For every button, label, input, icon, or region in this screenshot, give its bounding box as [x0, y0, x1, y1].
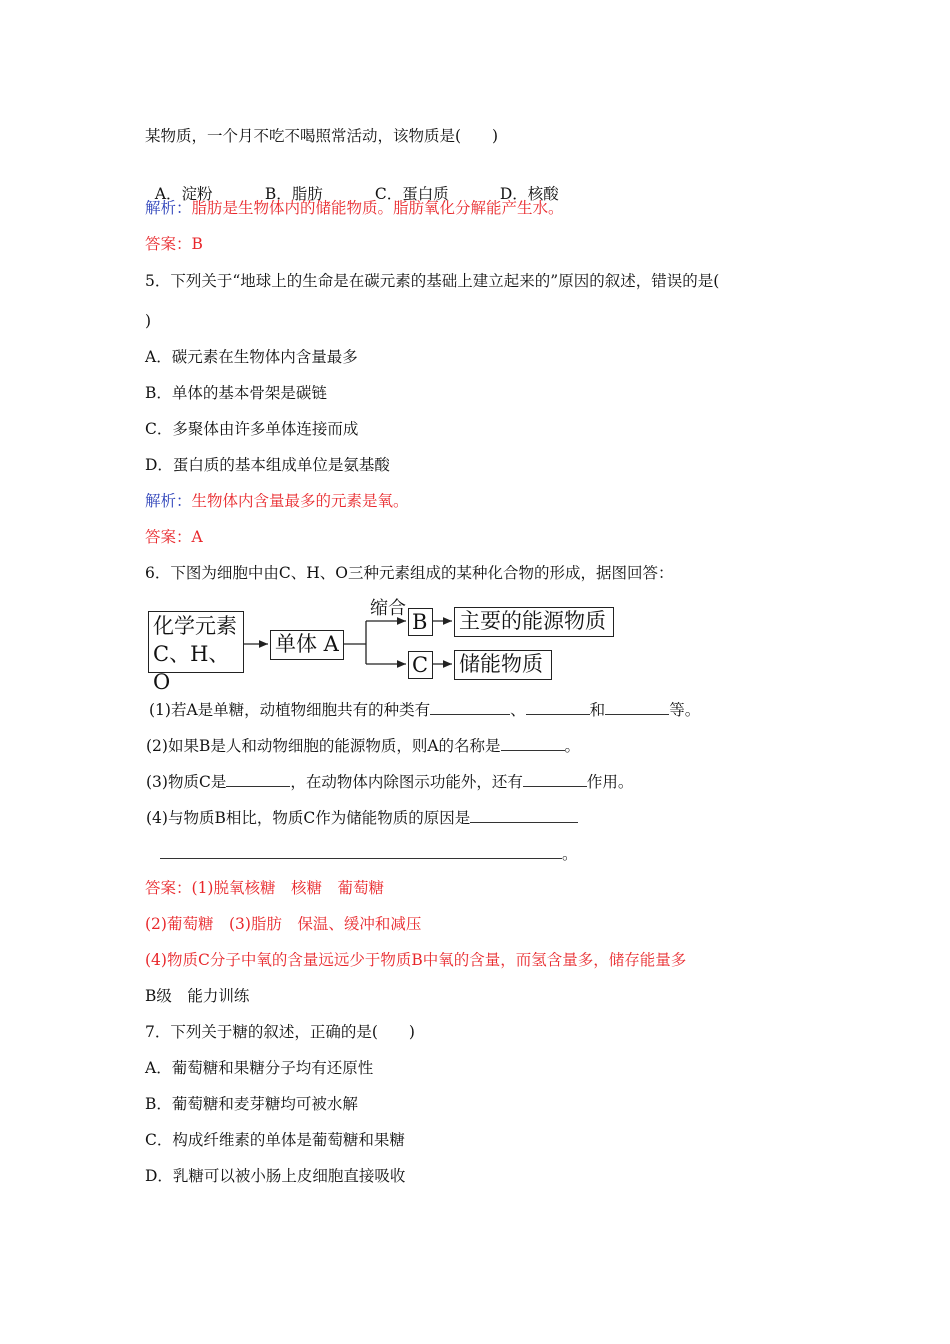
analysis-label: 解析： [145, 492, 192, 510]
answer-text: B [191, 235, 203, 253]
sub1-text: (1)若A是单糖，动植物细胞共有的种类有 [149, 701, 431, 719]
q4-option-b: B．脂肪 [264, 185, 323, 203]
q6-answer-2: (2)葡萄糖 (3)脂肪 保温、缓冲和减压 [145, 915, 422, 933]
q7-option-b: B．葡萄糖和麦芽糖均可被水解 [145, 1095, 358, 1113]
answer-label: 答案： [145, 528, 192, 546]
answer-text: A [191, 528, 203, 546]
elements-label: 化学元素 [153, 614, 237, 638]
sub2-text: (2)如果B是人和动物细胞的能源物质，则A的名称是 [146, 737, 501, 755]
sub2-end: 。 [564, 737, 581, 755]
sub3-text: ，在动物体内除图示功能外，还有 [290, 773, 523, 791]
q6-sub2 [146, 735, 580, 757]
answer-text: (1)脱氧核糖 核糖 葡萄糖 [191, 879, 384, 897]
answer-blank[interactable] [501, 736, 565, 751]
sub1-end: 等。 [669, 701, 701, 719]
q5-option-b: B．单体的基本骨架是碳链 [145, 384, 327, 402]
q4-option-d: D．核酸 [499, 185, 559, 203]
elements-symbols: C、H、O [153, 642, 230, 694]
q6-sub1 [149, 699, 700, 721]
q5-option-c: C．多聚体由许多单体连接而成 [145, 420, 359, 438]
answer-blank[interactable] [523, 772, 587, 787]
q6-stem: 6．下图为细胞中由C、H、O三种元素组成的某种化合物的形成，据图回答： [145, 564, 674, 582]
answer-label: 答案： [145, 235, 192, 253]
analysis-text: 生物体内含量最多的元素是氧。 [191, 492, 409, 510]
answer-blank[interactable] [526, 700, 590, 715]
answer-blank[interactable] [470, 808, 578, 823]
b-result-box: 主要的能源物质 [454, 607, 614, 637]
answer-label: 答案： [145, 879, 192, 897]
q7-option-a: A．葡萄糖和果糖分子均有还原性 [145, 1059, 374, 1077]
q7-option-d: D．乳糖可以被小肠上皮细胞直接吸收 [145, 1167, 406, 1185]
q6-answer-1 [145, 877, 384, 899]
q5-analysis [145, 490, 409, 512]
q6-sub4 [146, 807, 578, 829]
answer-blank[interactable] [226, 772, 290, 787]
q5-stem-cont: ) [145, 312, 152, 330]
b-box: B [408, 608, 433, 636]
sub4-end: 。 [562, 845, 578, 863]
q6-sub4-cont [160, 843, 578, 865]
sub3-text: (3)物质C是 [146, 773, 227, 791]
answer-blank[interactable] [160, 844, 562, 859]
q5-answer [145, 526, 203, 548]
sub4-text: (4)与物质B相比，物质C作为储能物质的原因是 [146, 809, 471, 827]
c-result-box: 储能物质 [454, 650, 552, 680]
condense-label: 缩合 [370, 598, 406, 619]
section-b-heading: B级 能力训练 [145, 987, 250, 1005]
q7-option-c: C．构成纤维素的单体是葡萄糖和果糖 [145, 1131, 405, 1149]
q6-sub3 [146, 771, 633, 793]
q4-answer [145, 233, 203, 255]
sub1-sep: 和 [589, 701, 606, 719]
analysis-label: 解析： [145, 199, 192, 217]
monomer-box: 单体 A [270, 630, 344, 660]
q5-option-d: D．蛋白质的基本组成单位是氨基酸 [145, 456, 390, 474]
q4-option-a: A．淀粉 [154, 185, 213, 203]
q4-stem: 某物质，一个月不吃不喝照常活动，该物质是( ) [145, 127, 499, 145]
q4-option-c: C．蛋白质 [374, 185, 449, 203]
answer-blank[interactable] [605, 700, 669, 715]
q6-answer-3: (4)物质C分子中氧的含量远远少于物质B中氧的含量，而氢含量多，储存能量多 [145, 951, 687, 969]
sub3-end: 作用。 [586, 773, 634, 791]
q7-stem: 7．下列关于糖的叙述，正确的是( ) [145, 1023, 415, 1041]
answer-blank[interactable] [430, 700, 510, 715]
sub1-sep: 、 [510, 701, 526, 719]
elements-box [148, 611, 244, 694]
q5-option-a: A．碳元素在生物体内含量最多 [145, 348, 358, 366]
c-box: C [408, 651, 433, 679]
compound-formation-diagram [148, 596, 618, 694]
q4-analysis [145, 197, 564, 219]
q5-stem: 5．下列关于“地球上的生命是在碳元素的基础上建立起来的”原因的叙述，错误的是( [145, 272, 720, 290]
analysis-text: 脂肪是生物体内的储能物质。脂肪氧化分解能产生水。 [191, 199, 564, 217]
